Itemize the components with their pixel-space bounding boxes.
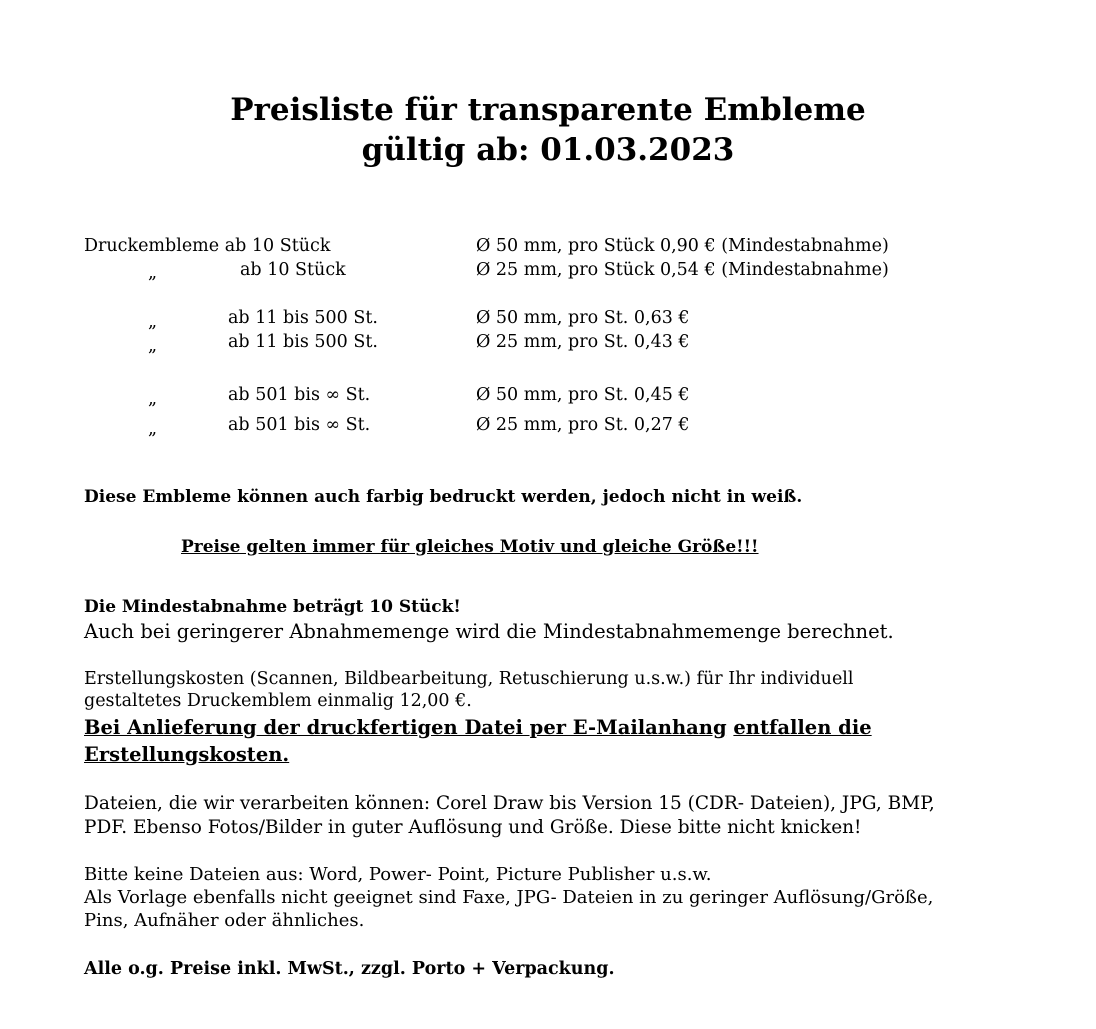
note-anlieferung-part2: entfallen die bbox=[733, 716, 872, 739]
ditto-mark: „ bbox=[148, 419, 158, 439]
note-erstellung-line2: gestaltetes Druckemblem einmalig 12,00 €. bbox=[84, 691, 472, 711]
note-anlieferung-part1: Bei Anlieferung der druckfertigen Datei per E-Mailanhang bbox=[84, 716, 727, 739]
note-mindestabnahme-heading: Die Mindestabnahme beträgt 10 Stück! bbox=[84, 597, 461, 617]
price-row-price: Ø 50 mm, pro St. 0,45 € bbox=[476, 385, 690, 405]
price-row-price: Ø 25 mm, pro St. 0,27 € bbox=[476, 415, 690, 435]
price-row-quantity: ab 11 bis 500 St. bbox=[228, 332, 378, 352]
price-row-price: Ø 25 mm, pro Stück 0,54 € (Mindestabnahme) bbox=[476, 260, 889, 280]
ditto-mark: „ bbox=[148, 263, 158, 283]
price-row-quantity: ab 501 bis ∞ St. bbox=[228, 385, 371, 405]
note-dateien-line1: Dateien, die wir verarbeiten können: Corel Draw bis Version 15 (CDR- Dateien), JPG, BMP, bbox=[84, 793, 935, 814]
note-keine-line3: Pins, Aufnäher oder ähnliches. bbox=[84, 910, 365, 931]
note-keine-line2: Als Vorlage ebenfalls nicht geeignet sind Faxe, JPG- Dateien in zu geringer Auflösung/Größe, bbox=[84, 887, 934, 908]
note-gleiches-motiv: Preise gelten immer für gleiches Motiv und gleiche Größe!!! bbox=[181, 537, 759, 557]
price-row-price: Ø 25 mm, pro St. 0,43 € bbox=[476, 332, 690, 352]
ditto-mark: „ bbox=[148, 336, 158, 356]
ditto-mark: „ bbox=[148, 389, 158, 409]
note-mindestabnahme-text: Auch bei geringerer Abnahmemenge wird die Mindestabnahmemenge berechnet. bbox=[84, 620, 894, 643]
price-row-quantity: ab 10 Stück bbox=[240, 260, 346, 280]
note-anlieferung bbox=[84, 714, 1044, 741]
ditto-mark: „ bbox=[148, 312, 158, 332]
price-row-price: Ø 50 mm, pro Stück 0,90 € (Mindestabnahme) bbox=[476, 236, 889, 256]
note-erstellung-line1: Erstellungskosten (Scannen, Bildbearbeitung, Retuschierung u.s.w.) für Ihr individuell bbox=[84, 669, 854, 689]
page-subtitle-date: gültig ab: 01.03.2023 bbox=[361, 132, 735, 168]
price-row-label: Druckembleme ab 10 Stück bbox=[84, 236, 331, 256]
note-anlieferung-part3: Erstellungskosten. bbox=[84, 743, 290, 766]
page-title: Preisliste für transparente Embleme bbox=[230, 92, 866, 128]
price-row-quantity: ab 11 bis 500 St. bbox=[228, 308, 378, 328]
price-row-quantity: ab 501 bis ∞ St. bbox=[228, 415, 371, 435]
price-row-price: Ø 50 mm, pro St. 0,63 € bbox=[476, 308, 690, 328]
note-dateien-line2: PDF. Ebenso Fotos/Bilder in guter Auflösung und Größe. Diese bitte nicht knicken! bbox=[84, 817, 862, 838]
note-farbig: Diese Embleme können auch farbig bedruckt werden, jedoch nicht in weiß. bbox=[84, 487, 803, 507]
note-keine-line1: Bitte keine Dateien aus: Word, Power- Point, Picture Publisher u.s.w. bbox=[84, 864, 712, 885]
note-preise-inkl: Alle o.g. Preise inkl. MwSt., zzgl. Porto + Verpackung. bbox=[84, 959, 615, 979]
